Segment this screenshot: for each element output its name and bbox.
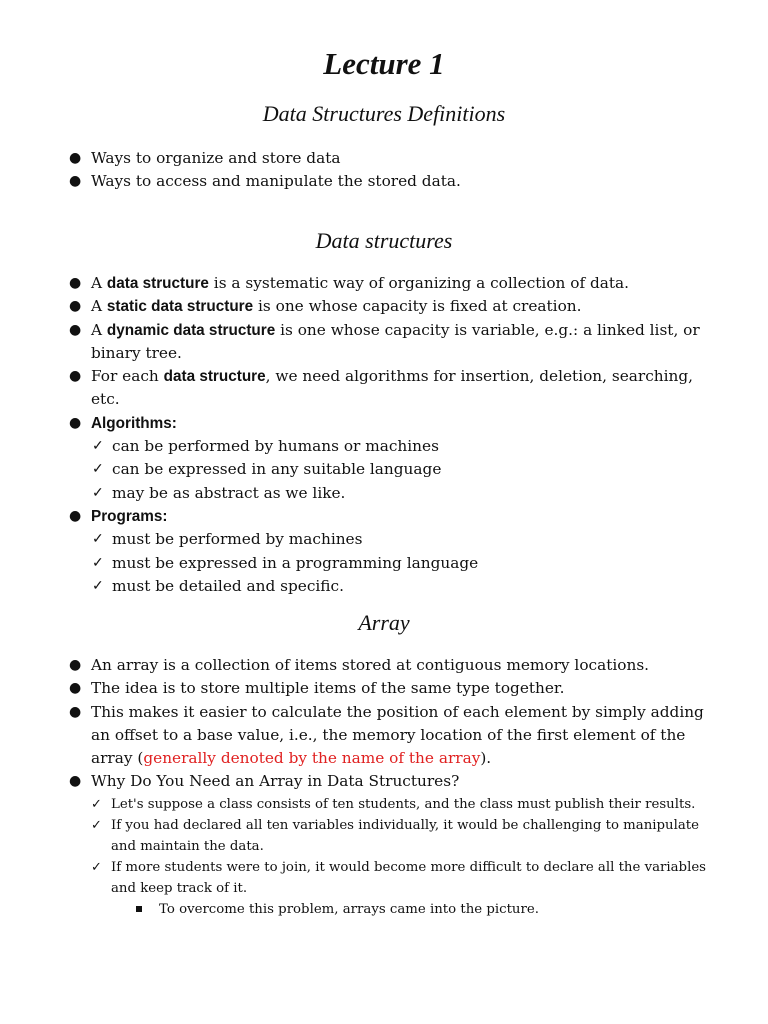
check-icon: ✓ [92, 484, 104, 501]
definitions-list [64, 147, 724, 194]
bullet-icon: ● [69, 507, 82, 524]
check-item: ✓ can be expressed in any suitable language [64, 458, 724, 481]
check-item: ✓ may be as abstract as we like. [64, 482, 724, 505]
list-item: ● This makes it easier to calculate the position of each element by simply adding an offset to a base value, i.e., the memory location of the first element of the array (generally denoted by the name of the array). [69, 702, 704, 768]
check-item: ✓ can be performed by humans or machines [64, 435, 724, 458]
list-item: ● The idea is to store multiple items of the same type together. [64, 677, 724, 700]
bullet-icon: ● [69, 173, 82, 190]
bullet-icon: ● [69, 150, 82, 166]
bullet-icon: ● [69, 275, 82, 291]
bullet-icon: ● [69, 414, 82, 431]
bullet-icon: ● [69, 368, 82, 385]
highlighted-text: generally denoted by the name of the array [143, 749, 481, 768]
list-item: ● A data structure is a systematic way of organizing a collection of data. [64, 272, 724, 295]
bullet-icon: ● [69, 321, 82, 338]
bold-term: static data structure [106, 298, 254, 316]
list-item: ● An array is a collection of items stored at contiguous memory locations. [64, 654, 724, 677]
bullet-icon: ● [69, 298, 82, 315]
list-item-why: ● Why Do You Need an Array in Data Structures? [64, 770, 724, 793]
check-item: ✓ Let's suppose a class consists of ten students, and the class must publish their results. [64, 794, 724, 815]
check-icon: ✓ [91, 796, 102, 812]
list-item: ● A dynamic data structure is one whose capacity is variable, e.g.: a linked list, or binary tree. [69, 320, 700, 362]
section-heading-data-structures: Data structures [315, 228, 453, 253]
bold-term: dynamic data structure [106, 321, 276, 339]
check-item: ✓ If you had declared all ten variables individually, it would be challenging to manipulate and maintain the data. [64, 815, 724, 857]
check-icon: ✓ [92, 461, 104, 478]
bold-term: data structure [163, 368, 266, 386]
check-item: ✓ must be performed by machines [64, 528, 724, 551]
data-structures-list [64, 272, 724, 598]
check-icon: ✓ [92, 438, 104, 455]
list-item: ● Ways to access and manipulate the stored data. [64, 170, 724, 193]
check-icon: ✓ [91, 859, 102, 875]
section-heading-definitions: Data Structures Definitions [262, 101, 506, 126]
bullet-icon: ● [69, 703, 82, 720]
check-icon: ✓ [92, 531, 104, 548]
check-icon: ✓ [92, 554, 104, 571]
bullet-icon: ● [69, 680, 82, 697]
list-item: ● A static data structure is one whose capacity is fixed at creation. [64, 295, 724, 318]
sub-item: To overcome this problem, arrays came into the picture. [64, 899, 724, 920]
check-icon: ✓ [91, 817, 102, 833]
check-item: ✓ must be detailed and specific. [64, 575, 724, 598]
array-list [64, 654, 724, 920]
check-item: ✓ must be expressed in a programming language [64, 552, 724, 575]
list-item: ● For each data structure, we need algorithms for insertion, deletion, searching, etc. [69, 367, 694, 409]
square-bullet-icon [136, 906, 142, 912]
list-item: ● Ways to organize and store data [64, 147, 724, 170]
check-icon: ✓ [92, 577, 104, 594]
list-item-algorithms: ● Algorithms: [64, 412, 724, 435]
bullet-icon: ● [69, 657, 82, 673]
check-item: ✓ If more students were to join, it would become more difficult to declare all the variables and keep track of it. [64, 857, 724, 899]
page-title: Lecture 1 [323, 46, 445, 81]
list-item-programs: ● Programs: [64, 505, 724, 528]
bullet-icon: ● [69, 773, 82, 790]
section-heading-array: Array [358, 610, 410, 635]
bold-term: data structure [106, 275, 209, 292]
